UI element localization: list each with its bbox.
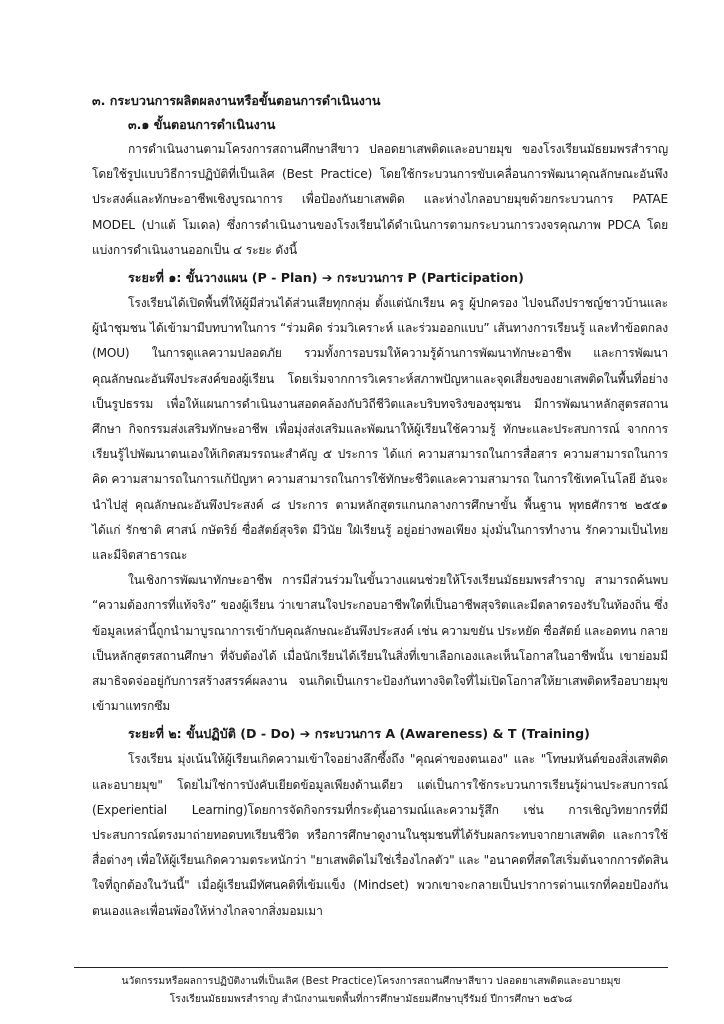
intro-paragraph: การดำเนินงานตามโครงการสถานศึกษาสีขาว ปลอดยาเสพติดและอบายมุข ของโรงเรียนมัธยมพรสำราญ โดยใช้รูปแบบวิธีการปฏิบัติที่เป็นเลิศ (Best Practice) โดยใช้กระบวนการขับเคลื่อนการพัฒนาคุณลักษณะอันพึงประสงค์และทักษะอาชีพเชิงบูรณาการ เพื่อป้องกันยาเสพติด และห่างไกลอบายมุขด้วยกระบวนการ PATAE MODEL (ปาแต้ โมเดล) ซึ่งการดำเนินงานของโรงเรียนได้ดำเนินการตามกระบวนการวงจรคุณภาพ PDCA โดยแบ่งการดำเนินงานออกเป็น ๔ ระยะ ดังนี้	[92, 142, 668, 257]
arrow-icon: ➔	[321, 270, 333, 286]
phase-1-process: กระบวนการ P (Participation)	[336, 270, 524, 286]
phase-2-process: กระบวนการ A (Awareness) & T (Training)	[314, 726, 590, 742]
footer-line-1: นวัตกรรมหรือผลการปฏิบัติงานที่เป็นเลิศ (Best Practice)โครงการสถานศึกษาสีขาว ปลอดยาเสพติดและอบายมุข	[121, 975, 621, 987]
phase-1-heading	[128, 265, 668, 291]
phase-2-title: ระยะที่ ๒: ขั้นปฏิบัติ (D - Do)	[128, 726, 296, 742]
phase-2-heading	[128, 721, 668, 747]
phase-1-paragraph-1: โรงเรียนได้เปิดพื้นที่ให้ผู้มีส่วนได้ส่วนเสียทุกกลุ่ม ตั้งแต่นักเรียน ครู ผู้ปกครอง ไปจนถึงปราชญ์ชาวบ้านและผู้นำชุมชน ได้เข้ามามีบทบาทในการ “ร่วมคิด ร่วมวิเคราะห์ และร่วมออกแบบ” เส้นทางการเรียนรู้ และทำข้อตกลง (MOU) ในการดูแลความปลอดภัย รวมทั้งการอบรมให้ความรู้ด้านการพัฒนาทักษะอาชีพ และการพัฒนาคุณลักษณะอันพึงประสงค์ของผู้เรียน โดยเริ่มจากการวิเคราะห์สภาพปัญหาและจุดเสี่ยงของยาเสพติดในพื้นที่อย่างเป็นรูปธรรม เพื่อให้แผนการดำเนินงานสอดคล้องกับวิถีชีวิตและบริบทจริงของชุมชน มีการพัฒนาหลักสูตรสถานศึกษา กิจกรรมส่งเสริมทักษะอาชีพ เพื่อมุ่งส่งเสริมและพัฒนาให้ผู้เรียนใช้ความรู้ ทักษะและประสบการณ์ จากการเรียนรู้ไปพัฒนาตนเองให้เกิดสมรรถนะสำคัญ ๕ ประการ ได้แก่ ความสามารถในการสื่อสาร ความสามารถในการคิด ความสามารถในการแก้ปัญหา ความสามารถในการใช้ทักษะชีวิตและความสามารถ ในการใช้เทคโนโลยี อันจะนำไปสู่ คุณลักษณะอันพึงประสงค์ ๘ ประการ ตามหลักสูตรแกนกลางการศึกษาขั้น พื้นฐาน พุทธศักราช ๒๕๕๑ ได้แก่ รักชาติ ศาสน์ กษัตริย์ ซื่อสัตย์สุจริต มีวินัย ใฝ่เรียนรู้ อยู่อย่างพอเพียง มุ่งมั่นในการทำงาน รักความเป็นไทยและมีจิตสาธารณะ	[92, 296, 668, 563]
page-footer	[74, 967, 668, 1008]
section-heading: ๓. กระบวนการผลิตผลงานหรือขั้นตอนการดำเนินงาน	[92, 93, 381, 108]
subsection-heading: ๓.๑ ขั้นตอนการดำเนินงาน	[128, 117, 276, 132]
phase-1-title: ระยะที่ ๑: ขั้นวางแผน (P - Plan)	[128, 270, 318, 286]
footer-line-2: โรงเรียนมัธยมพรสำราญ สำนักงานเขตพื้นที่การศึกษามัธยมศึกษาบุรีรัมย์ ปีการศึกษา ๒๕๖๘	[169, 993, 573, 1005]
phase-1-paragraph-2: ในเชิงการพัฒนาทักษะอาชีพ การมีส่วนร่วมในขั้นวางแผนช่วยให้โรงเรียนมัธยมพรสำราญ สามารถค้นพบ “ความต้องการที่แท้จริง” ของผู้เรียน ว่าเขาสนใจประกอบอาชีพใดที่เป็นอาชีพสุจริตและมีตลาดรองรับในท้องถิ่น ซึ่งข้อมูลเหล่านี้ถูกนำมาบูรณาการเข้ากับคุณลักษณะอันพึงประสงค์ เช่น ความขยัน ประหยัด ซื่อสัตย์ และอดทน กลายเป็นหลักสูตรสถานศึกษา ที่จับต้องได้ เมื่อนักเรียนได้เรียนในสิ่งที่เขาเลือกเองและเห็นโอกาสในอาชีพนั้น เขาย่อมมีสมาธิจดจ่ออยู่กับการสร้างสรรค์ผลงาน จนเกิดเป็นเกราะป้องกันทางจิตใจที่ไม่เปิดโอกาสให้ยาเสพติดหรืออบายมุขเข้ามาแทรกซึม	[92, 573, 668, 714]
phase-2-paragraph-1: โรงเรียน มุ่งเน้นให้ผู้เรียนเกิดความเข้าใจอย่างลึกซึ้งถึง "คุณค่าของตนเอง" และ "โทษมหันต์ของสิ่งเสพติดและอบายมุข" โดยไม่ใช่การบังคับเยียดข้อมูลเพียงด้านเดียว แต่เป็นการใช้กระบวนการเรียนรู้ผ่านประสบการณ์ (Experiential Learning)โดยการจัดกิจกรรมที่กระตุ้นอารมณ์และความรู้สึก เช่น การเชิญวิทยากรที่มีประสบการณ์ตรงมาถ่ายทอดบทเรียนชีวิต หรือการศึกษาดูงานในชุมชนที่ได้รับผลกระทบจากยาเสพติด และการใช้สื่อต่างๆ เพื่อให้ผู้เรียนเกิดความตระหนักว่า "ยาเสพติดไม่ใช่เรื่องไกลตัว" และ "อนาคตที่สดใสเริ่มต้นจากการตัดสินใจที่ถูกต้องในวันนี้" เมื่อผู้เรียนมีทัศนคติที่เข้มแข็ง (Mindset) พวกเขาจะกลายเป็นปราการด่านแรกที่คอยป้องกันตนเองและเพื่อนพ้องให้ห่างไกลจากสิ่งมอมเมา	[92, 752, 668, 918]
arrow-icon: ➔	[299, 726, 311, 742]
